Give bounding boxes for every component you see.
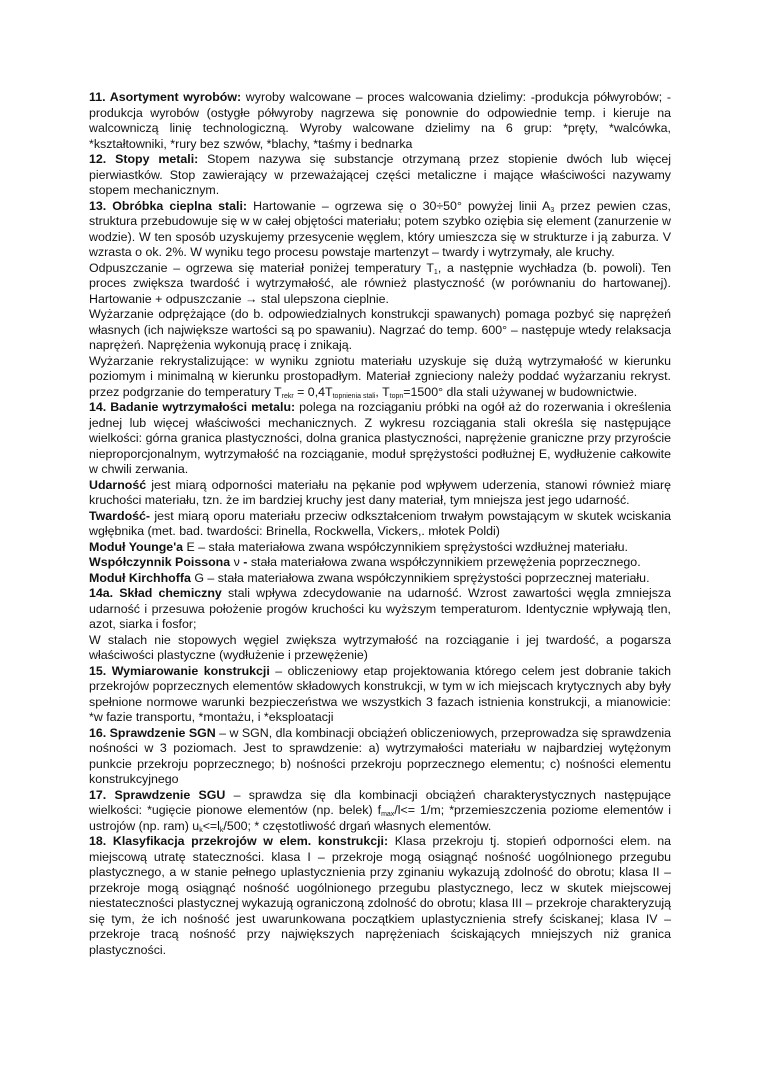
paragraph-wyzarzanie-rekrystalizujace <box>89 354 671 401</box>
subscript-max: max <box>381 811 395 818</box>
heading-twardosc: Twardość- <box>89 508 151 523</box>
paragraph-twardosc <box>89 509 671 540</box>
text-12: Stopem nazywa się substancje otrzymaną przez stopienie dwóch lub więcej pierwiastków. Stop zawierający w przeważającej części metaliczne i mające właściwości nazywamy stopem mechanicznym. <box>89 152 671 197</box>
heading-13: 13. Obróbka cieplna stali: <box>89 198 248 213</box>
subscript-t1: 1 <box>433 268 438 276</box>
text-14a: stali wpływa zdecydowanie na udarność. Wzrost zawartości węgla zmniejsza udarność i przesuwa położenie progów kruchości ku wyższym temperaturom. Identycznie wpływają tlen, azot, siarka i fosfor; <box>89 586 671 631</box>
subscript-rekr: rekr <box>281 392 294 400</box>
text-17d: /500; * częstotliwość drgań własnych elementów. <box>223 818 492 833</box>
section-12 <box>89 152 671 199</box>
paragraph-kirchhoff <box>89 571 671 587</box>
text-13a: Hartowanie – ogrzewa się o 30÷50° powyżej linii A <box>247 198 551 213</box>
heading-14: 14. Badanie wytrzymałości metalu: <box>89 400 296 414</box>
text-13b: przez pewien czas, struktura przebudowuje się w w całej objętości materiału; potem szybko oziębia się element (zanurzenie w wodzie). W ten sposób uzyskujemy przesycenie węglem, który umieszcza się w strukturze i ją zaburza. V wzrasta o ok. 2%. W wyniku tego procesu powstaje martenzyt – twardy i wytrzymały, ale kruchy. <box>89 198 672 259</box>
paragraph-young <box>89 540 671 556</box>
text-young: E – stała materiałowa zwana współczynnikiem sprężystości wzdłużnej materiału. <box>183 539 628 554</box>
paragraph-udarnosc <box>89 478 671 509</box>
text-udarnosc: jest miarą odporności materiału na pękanie pod wpływem uderzenia, stanowi również miarę kruchości materiału, tzn. że im bardziej kruchy jest dany materiał, tym mniejsza jest jego udarność. <box>89 477 671 507</box>
text-wyz-a: Wyżarzanie rekrystalizujące: w wyniku zgniotu materiału uzyskuje się dużą wytrzymałość w kierunku poziomym i minimalną w kierunku prostopadłym. Materiał zgnieciony należy poddać wyżarzaniu rekryst. przez podgrzanie do temperatury T <box>89 353 671 399</box>
document-body <box>89 90 671 958</box>
subscript-uk: k <box>199 826 203 834</box>
text-17a: – sprawdza się dla kombinacji obciążeń charakterystycznych następujące wielkości: *ugięcie pionowe elementów (np. belek) f <box>89 787 671 817</box>
subscript-topnienia: topnienia stali <box>332 392 376 400</box>
section-11 <box>89 90 671 152</box>
text-18: Klasa przekroju tj. stopień odporności elem. na miejscową utratę stateczności. klasa I – przekroje mogą osiągnąć nośność uogólnionego przegubu plastycznego, a w stanie pełnego uplastycznienia przy zginaniu wykazują zdolność do obrotu; klasa II – przekroje mogą osiągnąć nośność uogólnionego przegubu plastycznego, lecz w skutek miejscowej niestateczności plastycznej wykazują ograniczoną zdolność do obrotu; klasa III – przekroje charakteryzują się tym, że ich nośność jest uwarunkowana początkiem uplastycznienia strefy ściskanej; klasa IV – przekroje tracą nośność przy największych naprężeniach ściskających mniejszych niż granica plastyczności. <box>89 834 671 957</box>
heading-poisson-dash: - <box>243 555 248 569</box>
text-11: wyroby walcowane – proces walcowania dzielimy: -produkcja półwyrobów; -produkcja wyrobów (ostygłe półwyroby nagrzewa się ponownie do odpowiednie temp. i kieruje na walcowniczą linię technologiczną. Wyroby walcowane dzielimy na 6 grup: *pręty, *walcówka, *kształtowniki, *rury bez szwów, *blachy, *taśmy i bednarka <box>89 90 671 151</box>
text-poisson-a: ν <box>230 555 244 569</box>
text-kirchhoff: G – stała materiałowa zwana współczynnikiem sprężystości poprzecznej materiału. <box>190 570 650 585</box>
text-16: – w SGN, dla kombinacji obciążeń obliczeniowych, przeprowadza się sprawdzenia nośności w 3 poziomach. Jest to sprawdzenie: a) wytrzymałości materiału w najbardziej wytężonym punkcie przekroju poprzecznego; b) nośności przekroju poprzecznego elementu; c) nośności elementu konstrukcyjnego <box>89 725 671 786</box>
section-14a <box>89 586 671 633</box>
text-wyz-b: = 0,4T <box>293 384 333 399</box>
paragraph-poisson <box>89 555 671 571</box>
section-13 <box>89 199 671 261</box>
text-15: – obliczeniowy etap projektowania którego celem jest dobranie takich przekrojów poprzecznych elementów składowych konstrukcji, w tym w ich miejscach krytycznych aby były spełnione normowe warunki bezpieczeństwa we wszystkich 3 fazach istnienia konstrukcji, a mianowicie: *w fazie transportu, *montażu, i *eksploatacji <box>89 663 672 724</box>
subscript-lk: k <box>219 826 224 834</box>
heading-12: 12. Stopy metali: <box>89 152 199 166</box>
heading-15: 15. Wymiarowanie konstrukcji <box>89 663 270 678</box>
section-15 <box>89 664 671 726</box>
text-wyz-c: , T <box>375 384 390 399</box>
section-16 <box>89 726 671 788</box>
subscript-topn: topn <box>389 392 404 400</box>
heading-udarnosc: Udarność <box>89 477 147 492</box>
paragraph-wyzarzanie-odprezajace: Wyżarzanie odprężające (do b. odpowiedzialnych konstrukcji spawanych) pomaga pozbyć się naprężeń własnych (ich największe wartości są po spawaniu). Nagrzać do temp. 600° – następuje wtedy relaksacja naprężeń. Naprężenia wykonują pracę i znikają. <box>89 307 671 352</box>
heading-young: Moduł Younge'a <box>89 539 184 554</box>
heading-14a: 14a. Skład chemiczny <box>89 586 222 600</box>
heading-17: 17. Sprawdzenie SGU <box>89 787 226 802</box>
section-14 <box>89 400 671 478</box>
paragraph-odpuszczanie <box>89 261 671 308</box>
text-odp-b: , a następnie wychładza (b. powoli). Ten proces zwiększa twardość i wytrzymałość, ale również plastyczność (w porównaniu do hartowanej). Hartowanie + odpuszczanie → stal ulepszona cieplnie. <box>89 260 671 306</box>
heading-poisson: Współczynnik Poissona <box>89 555 231 569</box>
section-18 <box>89 834 671 958</box>
text-17b: /l<= 1/m; *przemieszczenia poziome elementów i ustrojów (np. ram) u <box>89 803 671 833</box>
subscript-a3: 3 <box>550 206 555 214</box>
text-odp-a: Odpuszczanie – ogrzewa się materiał poniżej temperatury T <box>89 260 434 275</box>
heading-11: 11. Asortyment wyrobów: <box>89 90 242 104</box>
text-wyz-d: =1500° dla stali używanej w budownictwie. <box>403 384 638 399</box>
text-twardosc: jest miarą oporu materiału przeciw odkształceniom trwałym powstającym w skutek wciskania wgłębnika (met. bad. twardości: Brinella, Rockwella, Vickers,. młotek Poldi) <box>89 508 671 538</box>
section-17 <box>89 788 671 835</box>
heading-16: 16. Sprawdzenie SGN <box>89 725 216 740</box>
heading-kirchhoff: Moduł Kirchhoffa <box>89 570 191 585</box>
text-17c: <=l <box>202 818 220 833</box>
heading-18: 18. Klasyfikacja przekrojów w elem. konstrukcji: <box>89 834 389 848</box>
paragraph-wegiel: W stalach nie stopowych węgiel zwiększa wytrzymałość na rozciąganie i jej twardość, a pogarsza właściwości plastyczne (wydłużenie i przewężenie) <box>89 632 671 662</box>
text-14: polega na rozciąganiu próbki na ogół aż do rozerwania i określenia jednej lub więcej właściwości mechanicznych. Z wykresu rozciągania stali określa się następujące wielkości: górna granica plastyczności, dolna granica plastyczności, naprężenie graniczne przy przyroście nieproporcjonalnym, wytrzymałość na rozciąganie, moduł sprężystości podłużnej E, wydłużenie całkowite w chwili zerwania. <box>89 400 671 476</box>
text-poisson-b: stała materiałowa zwana współczynnikiem przewężenia poprzecznego. <box>247 555 641 569</box>
